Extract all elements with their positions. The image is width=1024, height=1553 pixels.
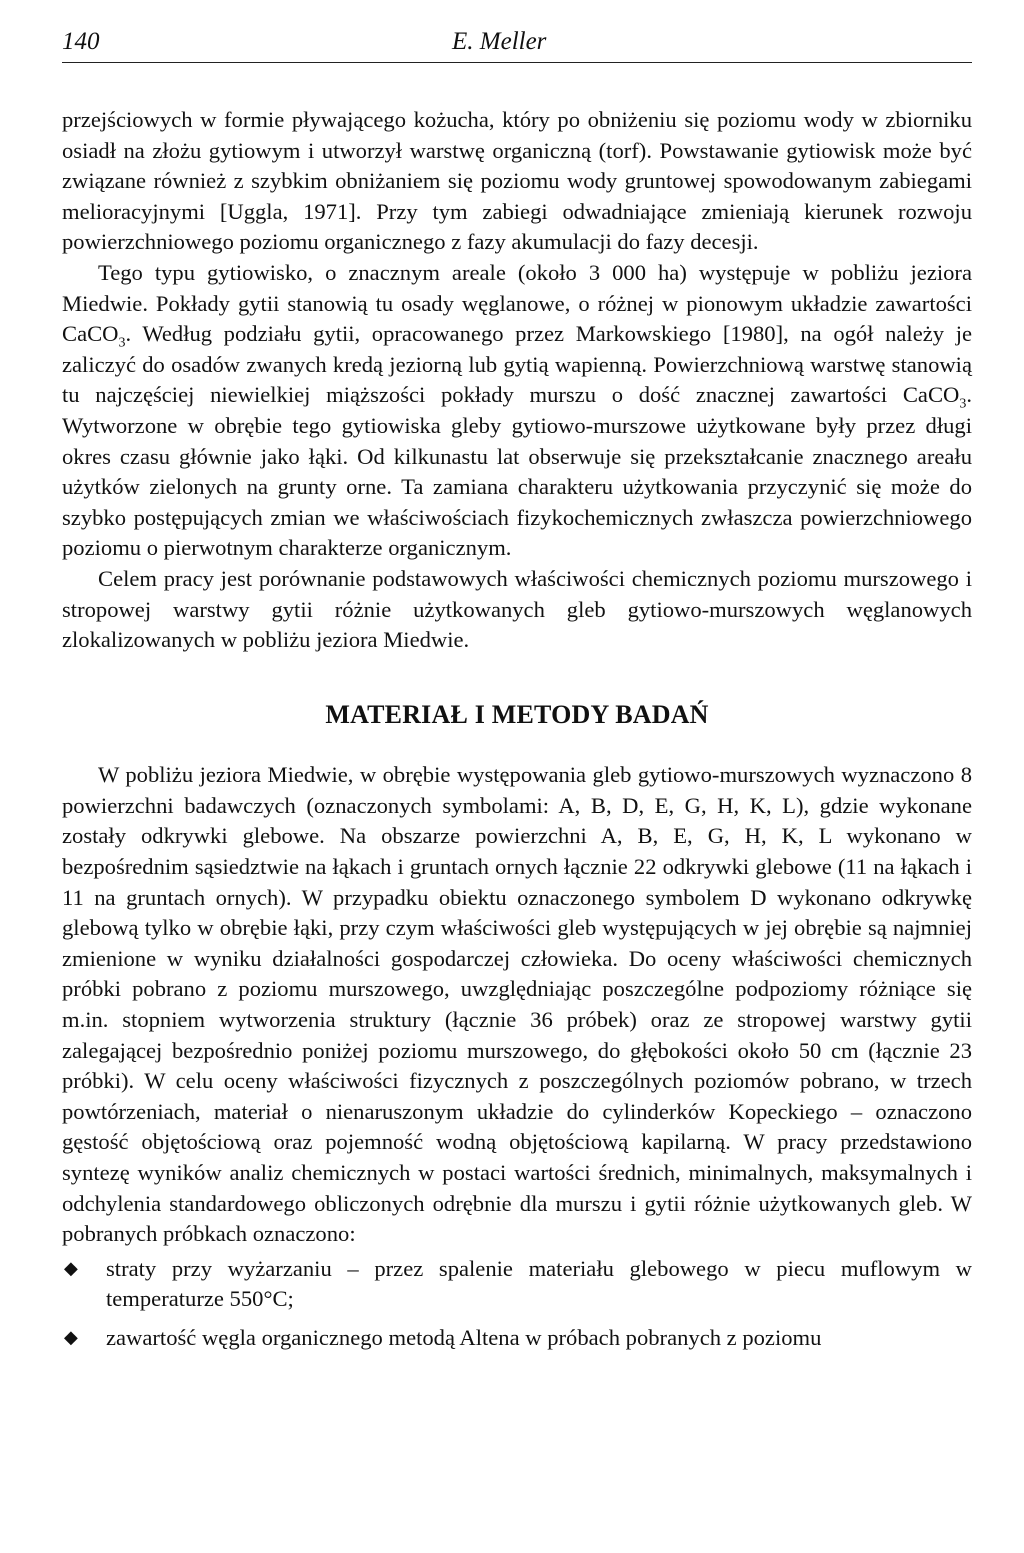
paragraph-methods-1: W pobliżu jeziora Miedwie, w obrębie występowania gleb gytiowo-murszowych wyznaczono 8 powierzchni badawczych (oznaczonych symbolami: A, B, D, E, G, H, K, L), gdzie wykonane zostały odkrywki glebowe. Na obszarze powierzchni A, B, E, G, H, K, L wykonano w bezpośrednim sąsiedztwie na łąkach i gruntach ornych łącznie 22 odkrywki glebowe (11 na łąkach i 11 na gruntach ornych). W przypadku obiektu oznaczonego symbolem D wykonano odkrywkę glebową tylko w obrębie łąki, przy czym właściwości gleb występujących w jej obrębie są najmniej zmienione w wyniku działalności gospodarczej człowieka. Do oceny właściwości chemicznych próbki pobrano z poziomu murszowego, uwzględniając poszczególne podpoziomy różniące się m.in. stopniem wytworzenia struktury (łącznie 36 próbek) oraz ze stropowej warstwy gytii zalegającej bezpośrednio poniżej poziomu murszowego, do głębokości około 50 cm (łącznie 23 próbki). W celu oceny właściwości fizycznych z poszczególnych poziomów pobrano, w trzech powtórzeniach, materiał o nienaruszonym układzie do cylinderków Kopeckiego – oznaczono gęstość objętościową oraz pojemność wodną objętościową kapilarną. W pracy przedstawiono syntezę wyników analiz chemicznych w postaci wartości średnich, minimalnych, maksymalnych i odchylenia standardowego obliczonych odrębnie dla murszu i gytii różnie użytkowanych gleb. W pobranych próbkach oznaczono: — [62, 762, 972, 1247]
running-header — [62, 22, 972, 63]
paragraph-intro-1: przejściowych w formie pływającego kożucha, który po obniżeniu się poziomu wody w zbiorniku osiadł na złożu gytiowym i utworzył warstwę organiczną (torf). Powstawanie gytiowisk może być związane również z szybkim obniżaniem się poziomu wody gruntowej spowodowanym zabiegami melioracyjnymi [Uggla, 1971]. Przy tym zabiegi odwadniające zmieniają kierunek rozwoju powierzchniowego poziomu organicznego z fazy akumulacji do fazy decesji. — [62, 107, 972, 255]
paragraph-intro-2-part-b: . Według podziału gytii, opracowanego przez Markowskiego [1980], na ogół należy je zaliczyć do osadów zwanych kredą jeziorną lub gytią wapienną. Powierzchniową warstwę stanowią tu najczęściej niewielkiej miąższości pokłady murszu o dość znacznej zawartości CaCO — [62, 321, 972, 408]
subscript-3: 3 — [118, 335, 126, 351]
paragraph-intro-2 — [62, 258, 972, 564]
section-heading: MATERIAŁ I METODY BADAŃ — [325, 699, 709, 729]
list-item-text: straty przy wyżarzaniu – przez spalenie materiału glebowego w piecu muflowym w temperaturze 550°C; — [106, 1255, 972, 1312]
paragraph-intro-2-part-c: . Wytworzone w obrębie tego gytiowiska gleby gytiowo-murszowe użytkowane były przez długi okres czasu głównie jako łąki. Od kilkunastu lat obserwuje się przekształcanie znacznego areału użytków zielonych na grunty orne. Ta zamiana charakteru użytkowania przyczynić się może do szybko postępujących zmian we właściwościach fizykochemicznych zwłaszcza powierzchniowego poziomu o pierwotnym charakterze organicznym. — [62, 382, 972, 561]
body-text — [62, 105, 972, 1354]
page-number: 140 — [62, 28, 100, 55]
diamond-bullet-icon: ◆ — [64, 1326, 78, 1348]
paragraph-intro-3: Celem pracy jest porównanie podstawowych właściwości chemicznych poziomu murszowego i stropowej warstwy gytii różnie użytkowanych gleb gytiowo-murszowych węglanowych zlokalizowanych w pobliżu jeziora Miedwie. — [62, 565, 972, 653]
methods-bullet-list — [62, 1254, 972, 1354]
list-item — [62, 1323, 972, 1354]
page — [62, 22, 972, 1362]
paragraph-intro-2-part-a: Tego typu gytiowisko, o znacznym areale (około 3 000 ha) występuje w pobliżu jeziora Miedwie. Pokłady gytii stanowią tu osady węglanowe, o różnej w pionowym układzie zawartości CaCO — [62, 259, 972, 347]
running-author: E. Meller — [452, 28, 547, 55]
list-item — [62, 1254, 972, 1315]
subscript-3: 3 — [959, 396, 967, 412]
list-item-text: zawartość węgla organicznego metodą Altena w próbach pobranych z poziomu — [106, 1324, 822, 1350]
diamond-bullet-icon: ◆ — [64, 1257, 78, 1279]
